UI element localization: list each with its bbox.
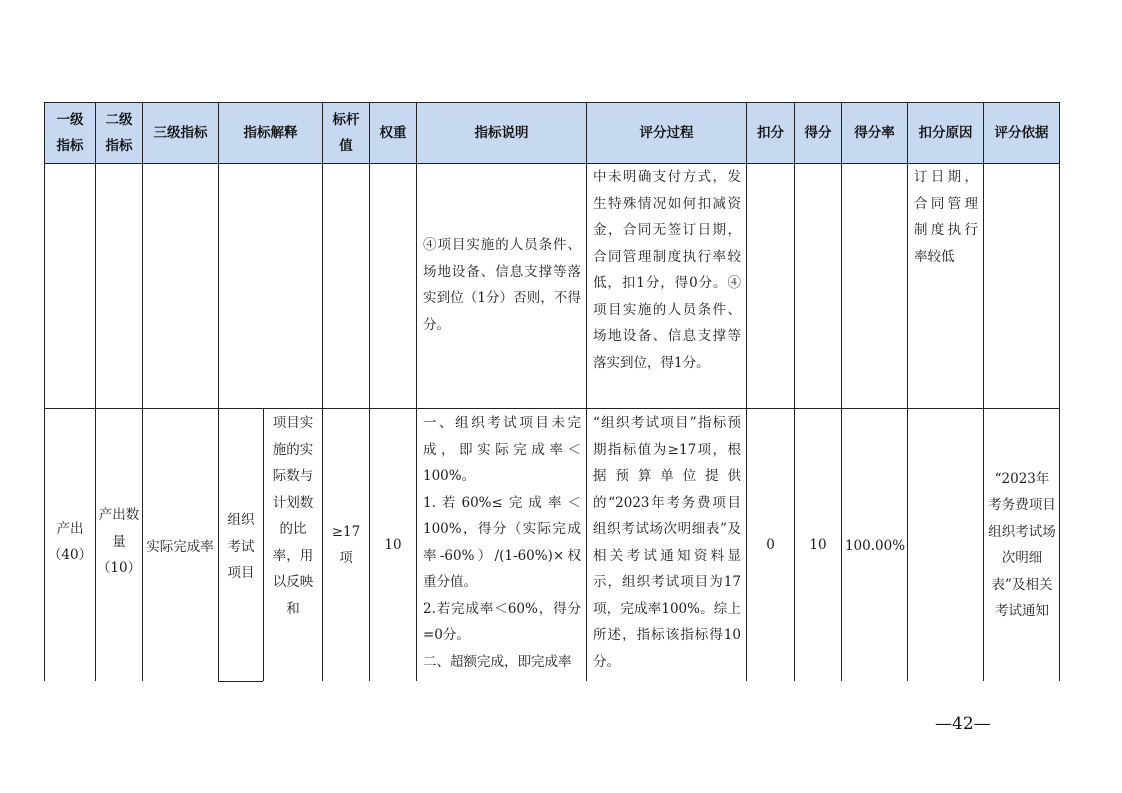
description-line: 二、超额完成，即完成率 <box>423 653 572 670</box>
description-line: 一、组织考试项目未完成，即实际完成率＜100%。 <box>423 415 581 484</box>
description-line: 2.若完成率＜60%，得分=0分。 <box>423 600 581 643</box>
output-reason <box>908 410 983 680</box>
continued-process: 中未明确支付方式，发生特殊情况如何扣减资金，合同无签订日期，合同管理制度执行率较低，扣1分，得0分。④项目实施的人员条件、场地设备、信息支撑等落实到位，得1分。 <box>593 169 741 371</box>
header-basis: 评分依据 <box>994 125 1049 141</box>
header-deduction: 扣分 <box>757 125 784 141</box>
header-description: 指标说明 <box>474 125 529 141</box>
description-line: 1.若60%≤完成率＜100%，得分（实际完成率-60%）/(1-60%)×权重分值。 <box>423 494 581 590</box>
output-level3: 实际完成率 <box>146 538 214 555</box>
output-level1: 产出（40） <box>47 520 93 563</box>
output-benchmark: ≥17项 <box>331 523 361 566</box>
output-weight: 10 <box>384 536 402 553</box>
output-process: “组织考试项目”指标预期指标值为≥17项，根据预算单位提供的“2023年考务费项目组织考试场次明细表”及相关考试通知资料显示，组织考试项目为17项，完成率100%。综上所述，指标该指标得10分。 <box>593 415 741 670</box>
header-process: 评分过程 <box>639 125 694 141</box>
page-number: —42— <box>935 714 991 734</box>
output-score: 10 <box>809 536 827 553</box>
output-deduction: 0 <box>766 536 775 553</box>
output-basis: “2023年考务费项目组织考试场次明细表”及相关考试通知 <box>988 470 1056 619</box>
output-description <box>423 410 581 680</box>
header-benchmark: 标杆 值 <box>332 112 360 154</box>
output-explain-text: 项目实施的实际数与计划数的比率，用以反映和 <box>272 415 314 617</box>
output-rate: 100.00% <box>844 537 906 554</box>
header-score: 得分 <box>804 125 832 141</box>
continued-description: ④项目实施的人员条件、场地设备、信息支撑等落实到位（1分）否则，不得分。 <box>423 237 581 333</box>
header-rate: 得分率 <box>854 125 895 141</box>
header-level1: 一级 指标 <box>56 112 84 154</box>
header-explain: 指标解释 <box>243 125 298 141</box>
header-weight: 权重 <box>379 125 407 141</box>
header-reason: 扣分原因 <box>918 125 973 141</box>
output-explain-name: 组织考试项目 <box>227 512 255 582</box>
header-level2: 二级 指标 <box>105 112 133 154</box>
output-level2: 产出数量（10） <box>96 507 142 577</box>
continued-reason: 订日期，合同管理制度执行率较低 <box>914 169 978 265</box>
header-level3: 三级指标 <box>153 125 208 141</box>
